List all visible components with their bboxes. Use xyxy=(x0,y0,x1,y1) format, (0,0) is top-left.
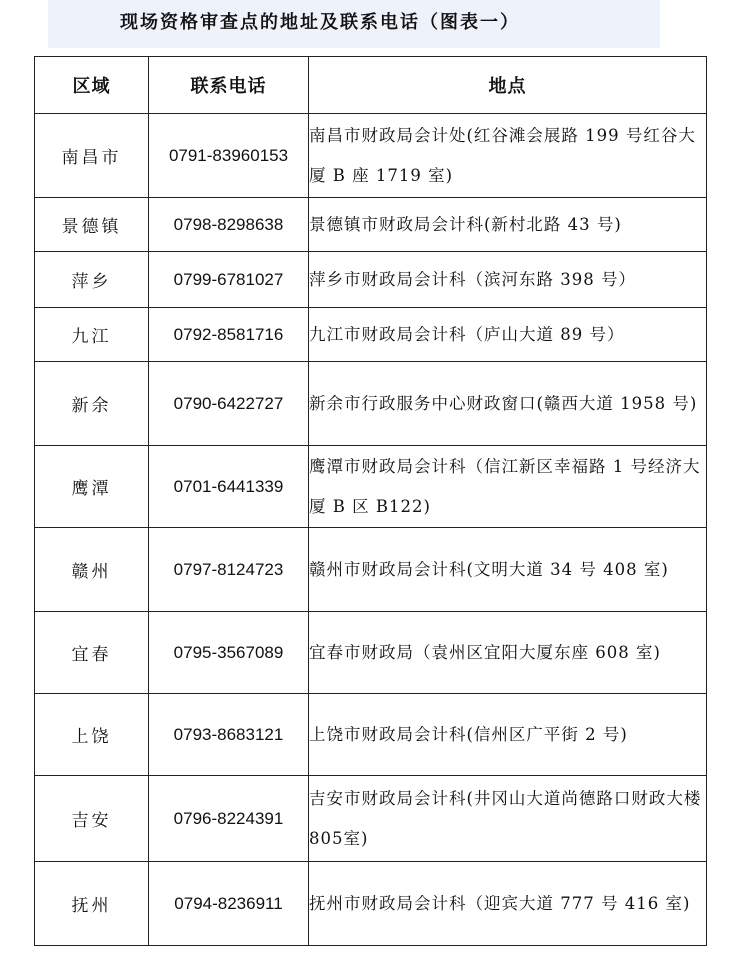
phone-cell: 0796-8224391 xyxy=(149,776,309,862)
address-cell: 九江市财政局会计科（庐山大道 89 号） xyxy=(309,308,707,362)
address-cell: 吉安市财政局会计科(井冈山大道尚德路口财政大楼805室) xyxy=(309,776,707,862)
address-cell: 新余市行政服务中心财政窗口(赣西大道 1958 号) xyxy=(309,362,707,446)
table-row xyxy=(35,612,707,694)
region-cell: 景德镇 xyxy=(35,198,149,252)
address-cell: 南昌市财政局会计处(红谷滩会展路 199 号红谷大厦 B 座 1719 室) xyxy=(309,114,707,198)
region-cell: 宜春 xyxy=(35,612,149,694)
table-header-row xyxy=(35,57,707,114)
region-cell: 赣州 xyxy=(35,528,149,612)
table-row xyxy=(35,252,707,308)
header-address: 地点 xyxy=(309,57,707,114)
phone-cell: 0798-8298638 xyxy=(149,198,309,252)
table-row xyxy=(35,694,707,776)
region-cell: 萍乡 xyxy=(35,252,149,308)
phone-cell: 0701-6441339 xyxy=(149,446,309,528)
phone-cell: 0795-3567089 xyxy=(149,612,309,694)
phone-cell: 0797-8124723 xyxy=(149,528,309,612)
page-title: 现场资格审查点的地址及联系电话（图表一） xyxy=(120,12,520,33)
contact-table xyxy=(34,56,707,946)
phone-cell: 0799-6781027 xyxy=(149,252,309,308)
header-phone: 联系电话 xyxy=(149,57,309,114)
region-cell: 九江 xyxy=(35,308,149,362)
region-cell: 鹰潭 xyxy=(35,446,149,528)
address-cell: 鹰潭市财政局会计科（信江新区幸福路 1 号经济大厦 B 区 B122) xyxy=(309,446,707,528)
phone-cell: 0792-8581716 xyxy=(149,308,309,362)
phone-cell: 0790-6422727 xyxy=(149,362,309,446)
region-cell: 吉安 xyxy=(35,776,149,862)
region-cell: 抚州 xyxy=(35,862,149,946)
region-cell: 新余 xyxy=(35,362,149,446)
table-row xyxy=(35,198,707,252)
address-cell: 赣州市财政局会计科(文明大道 34 号 408 室) xyxy=(309,528,707,612)
table-row xyxy=(35,528,707,612)
table-row xyxy=(35,308,707,362)
region-cell: 南昌市 xyxy=(35,114,149,198)
phone-cell: 0794-8236911 xyxy=(149,862,309,946)
table-row xyxy=(35,776,707,862)
address-cell: 上饶市财政局会计科(信州区广平街 2 号) xyxy=(309,694,707,776)
table-row xyxy=(35,114,707,198)
address-cell: 宜春市财政局（袁州区宜阳大厦东座 608 室) xyxy=(309,612,707,694)
table-row xyxy=(35,862,707,946)
region-cell: 上饶 xyxy=(35,694,149,776)
table-row xyxy=(35,446,707,528)
phone-cell: 0791-83960153 xyxy=(149,114,309,198)
address-cell: 抚州市财政局会计科（迎宾大道 777 号 416 室) xyxy=(309,862,707,946)
phone-cell: 0793-8683121 xyxy=(149,694,309,776)
address-cell: 萍乡市财政局会计科（滨河东路 398 号） xyxy=(309,252,707,308)
address-cell: 景德镇市财政局会计科(新村北路 43 号) xyxy=(309,198,707,252)
header-region: 区域 xyxy=(35,57,149,114)
table-row xyxy=(35,362,707,446)
